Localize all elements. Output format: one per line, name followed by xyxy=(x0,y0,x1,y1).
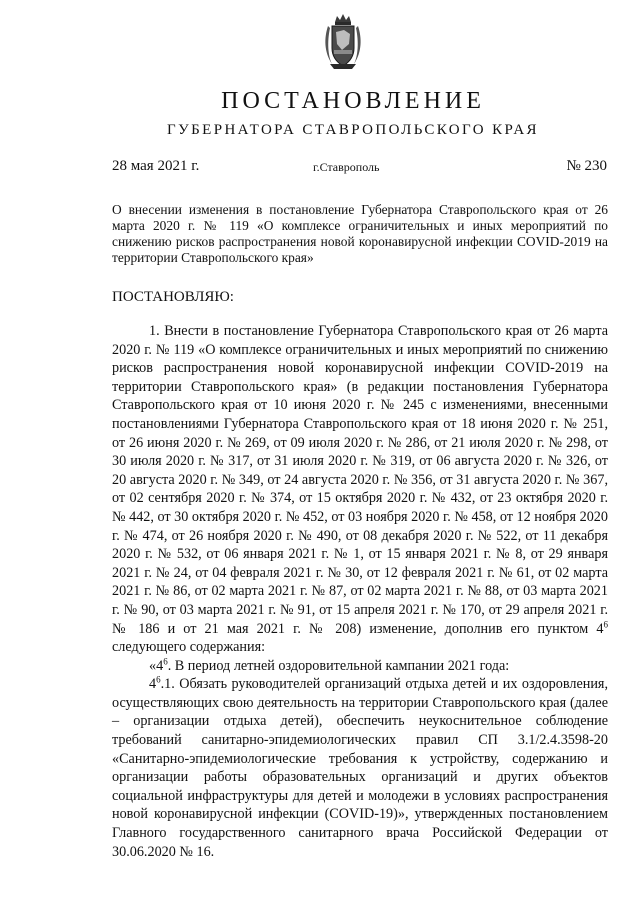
paragraph-1-superscript: 6 xyxy=(603,618,608,629)
paragraph-3 xyxy=(112,675,608,861)
paragraph-2-superscript: 6 xyxy=(163,655,168,666)
document-body xyxy=(112,322,608,861)
document-subject: О внесении изменения в постановление Губернатора Ставропольского края от 26 марта 2020 г. № 119 «О комплексе ограничительных и иных мероприятий по снижению рисков распространения новой коронавирусной инфекции COVID-2019 на территории Ставропольского края» xyxy=(112,202,608,265)
coat-of-arms-emblem xyxy=(322,12,364,72)
paragraph-3-text: .1. Обязать руководителей организаций отдыха детей и их оздоровления, осуществляющих свою деятельность на территории Ставропольского края (далее – организации отдыха детей), обеспечить неукоснительное соблюдение требований санитарно-эпидемиологических правил СП 3.1/2.4.3598-20 «Санитарно-эпидемиологические требования к устройству, содержанию и организации работы образовательных организаций и других объектов социальной инфраструктуры для детей и молодежи в условиях распространения новой коронавирусной инфекции (COVID-19)», утвержденных постановлением Главного государственного санитарного врача Российской Федерации от 30.06.2020 № 16. xyxy=(112,676,608,860)
paragraph-1 xyxy=(112,322,608,657)
document-number: № 230 xyxy=(566,158,607,174)
paragraph-1-ending: следующего содержания: xyxy=(112,639,266,656)
document-title: ПОСТАНОВЛЕНИЕ xyxy=(221,88,485,114)
paragraph-1-text: 1. Внести в постановление Губернатора Ставропольского края от 26 марта 2020 г. № 119 «О комплексе ограничительных и иных мероприятий по снижению рисков распространения новой коронавирусной инфекции COVID-2019 на территории Ставропольского края» (в редакции постановления Губернатора Ставропольского края от 10 июня 2020 г. № 245 с изменениями, внесенными постановлениями Губернатора Ставропольского края от 18 июня 2020 г. № 251, от 26 июня 2020 г. № 269, от 09 июля 2020 г. № 286, от 21 июля 2020 г. № 298, от 30 июля 2020 г. № 317, от 31 июля 2020 г. № 319, от 06 августа 2020 г. № 326, от 20 августа 2020 г. № 349, от 24 августа 2020 г. № 356, от 31 августа 2020 г. № 367, от 02 сентября 2020 г. № 374, от 15 октября 2020 г. № 432, от 23 октября 2020 г. № 442, от 30 октября 2020 г. № 452, от 03 ноября 2020 г. № 458, от 12 ноября 2020 г. № 474, от 26 ноября 2020 г. № 490, от 08 декабря 2020 г. № 522, от 11 декабря 2020 г. № 532, от 06 января 2021 г. № 1, от 15 января 2021 г. № 8, от 29 января 2021 г. № 24, от 04 февраля 2021 г. № 30, от 12 февраля 2021 г. № 61, от 02 марта 2021 г. № 86, от 02 марта 2021 г. № 87, от 02 марта 2021 г. № 88, от 03 марта 2021 г. № 90, от 03 марта 2021 г. № 91, от 15 апреля 2021 г. № 170, от 29 апреля 2021 г. № 186 и от 21 мая 2021 г. № 208) изменение, дополнив его пунктом 4 xyxy=(112,323,608,637)
paragraph-3-superscript: 6 xyxy=(156,674,161,685)
paragraph-2-start: «4 xyxy=(149,657,164,674)
paragraph-2 xyxy=(112,657,608,676)
paragraph-3-start: 4 xyxy=(149,676,157,693)
document-issuer: ГУБЕРНАТОРА СТАВРОПОЛЬСКОГО КРАЯ xyxy=(167,122,539,138)
document-city: г.Ставрополь xyxy=(313,160,380,174)
document-date: 28 мая 2021 г. xyxy=(112,158,200,174)
paragraph-2-text: . В период летней оздоровительной кампании 2021 года: xyxy=(167,657,510,674)
decree-word: ПОСТАНОВЛЯЮ: xyxy=(112,289,234,305)
